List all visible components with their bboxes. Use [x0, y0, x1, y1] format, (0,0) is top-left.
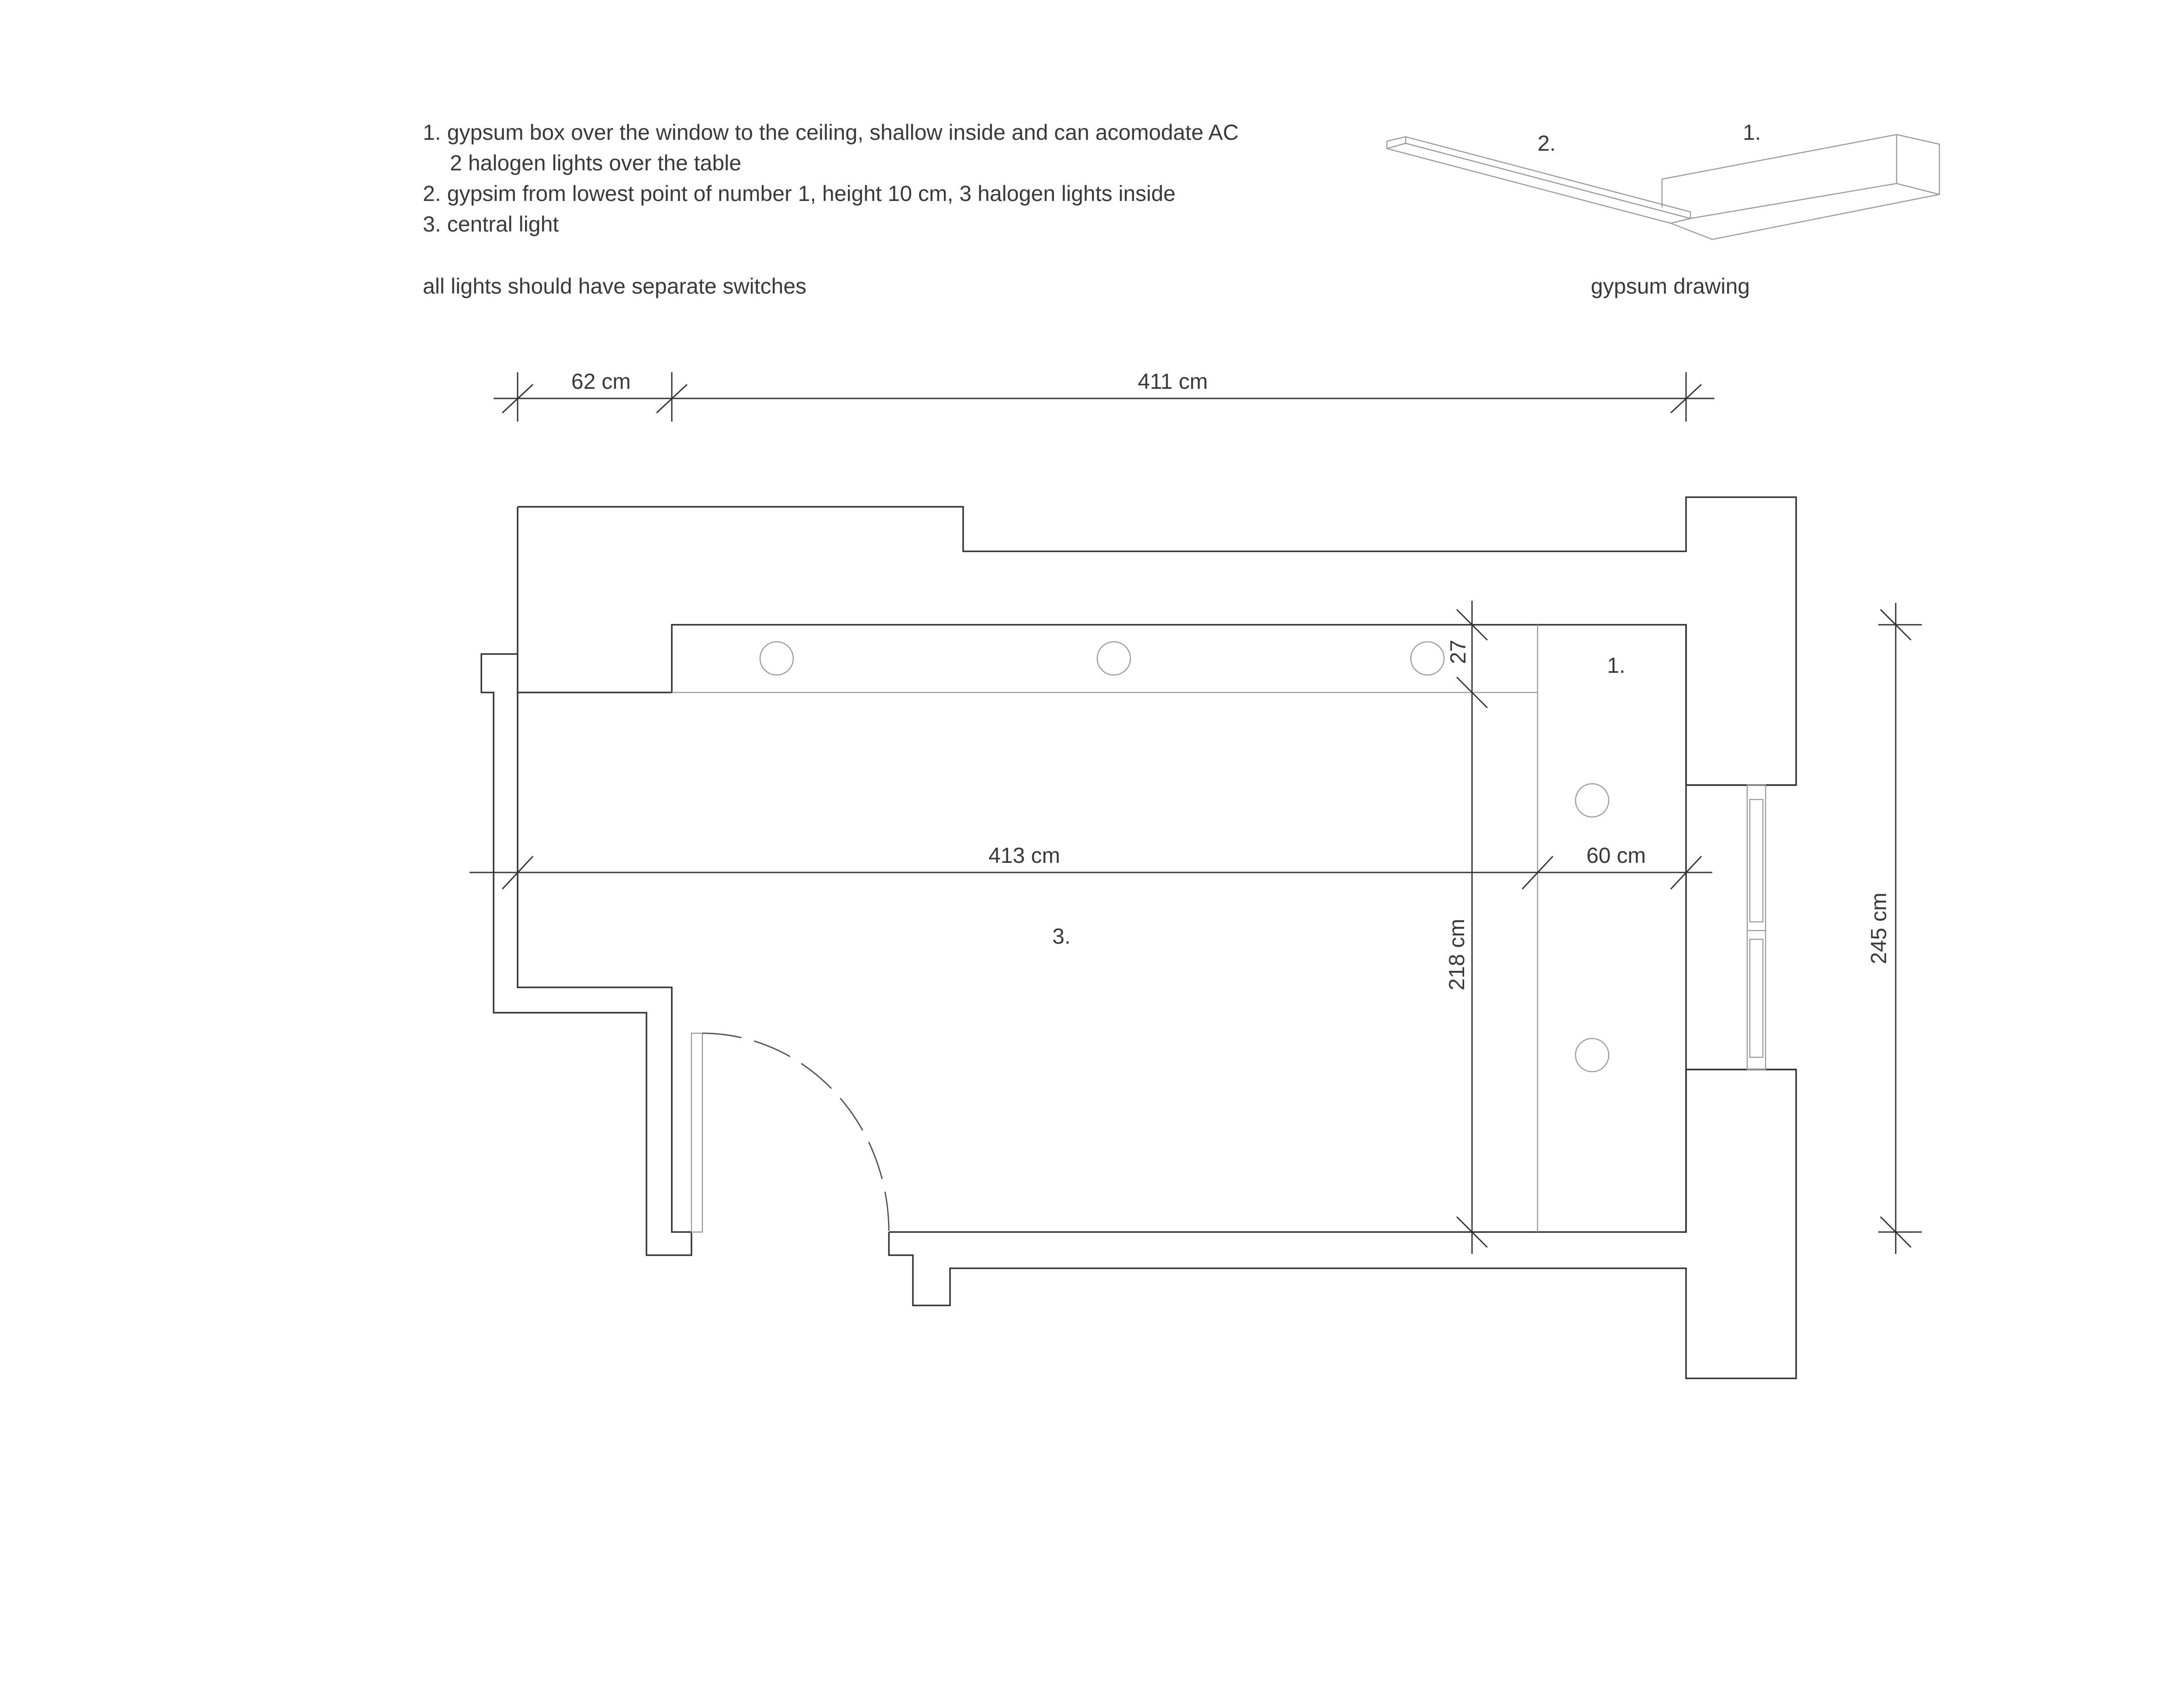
- window-pane-lower: [1750, 939, 1763, 1057]
- door: [691, 1033, 889, 1232]
- sketch-box-1-bottom: [1690, 183, 1897, 218]
- dim-box-width-label: 60 cm: [1586, 843, 1646, 868]
- west-wall-outline: [481, 654, 691, 1255]
- note-line-3: 3. central light: [423, 212, 559, 236]
- halogen-light: [760, 642, 793, 675]
- dim-room-height-label: 218 cm: [1444, 919, 1469, 990]
- gypsum-sketch: [1387, 120, 1939, 298]
- window: [1747, 785, 1766, 1070]
- walls: [481, 497, 1796, 1378]
- note-switches: all lights should have separate switches: [423, 274, 807, 298]
- window-pane-upper: [1750, 800, 1763, 922]
- total-height-dimension: [1866, 603, 1922, 1254]
- sketch-caption: gypsum drawing: [1591, 274, 1750, 298]
- note-line-1: 1. gypsum box over the window to the ceiling, shallow inside and can acomodate AC: [423, 120, 1239, 145]
- door-leaf: [691, 1033, 702, 1232]
- dim-top-left-label: 62 cm: [571, 369, 631, 394]
- dim-soffit-label: 27: [1446, 640, 1470, 664]
- area-label-3: 3.: [1052, 924, 1071, 948]
- dim-room-width-label: 413 cm: [988, 843, 1060, 868]
- sketch-beam-2-end: [1387, 143, 1406, 149]
- halogen-light: [1411, 642, 1444, 675]
- dim-top-main-label: 411 cm: [1137, 369, 1208, 394]
- gypsum-outlines: [672, 625, 1538, 1232]
- halogen-lights: [760, 642, 1609, 1072]
- south-wall: [889, 1070, 1796, 1378]
- notes-block: [423, 120, 1239, 298]
- top-dimension: [494, 369, 1714, 422]
- height-dimension: [1444, 601, 1487, 1254]
- sketch-box-1-face: [1897, 135, 1939, 194]
- sketch-label-1: 1.: [1743, 120, 1761, 145]
- width-dimension: [470, 843, 1712, 889]
- sketch-label-2: 2.: [1538, 131, 1556, 156]
- sketch-box-1: [1662, 135, 1939, 239]
- halogen-light: [1576, 784, 1609, 817]
- door-swing-arc: [702, 1033, 889, 1232]
- dim-total-height-label: 245 cm: [1866, 893, 1891, 964]
- area-label-1: 1.: [1607, 653, 1625, 678]
- note-line-2: 2. gypsim from lowest point of number 1, height 10 cm, 3 halogen lights inside: [423, 181, 1176, 206]
- outer-wall: [518, 497, 1796, 785]
- halogen-light: [1097, 642, 1130, 675]
- note-line-1b: 2 halogen lights over the table: [450, 151, 742, 175]
- halogen-light: [1576, 1038, 1609, 1072]
